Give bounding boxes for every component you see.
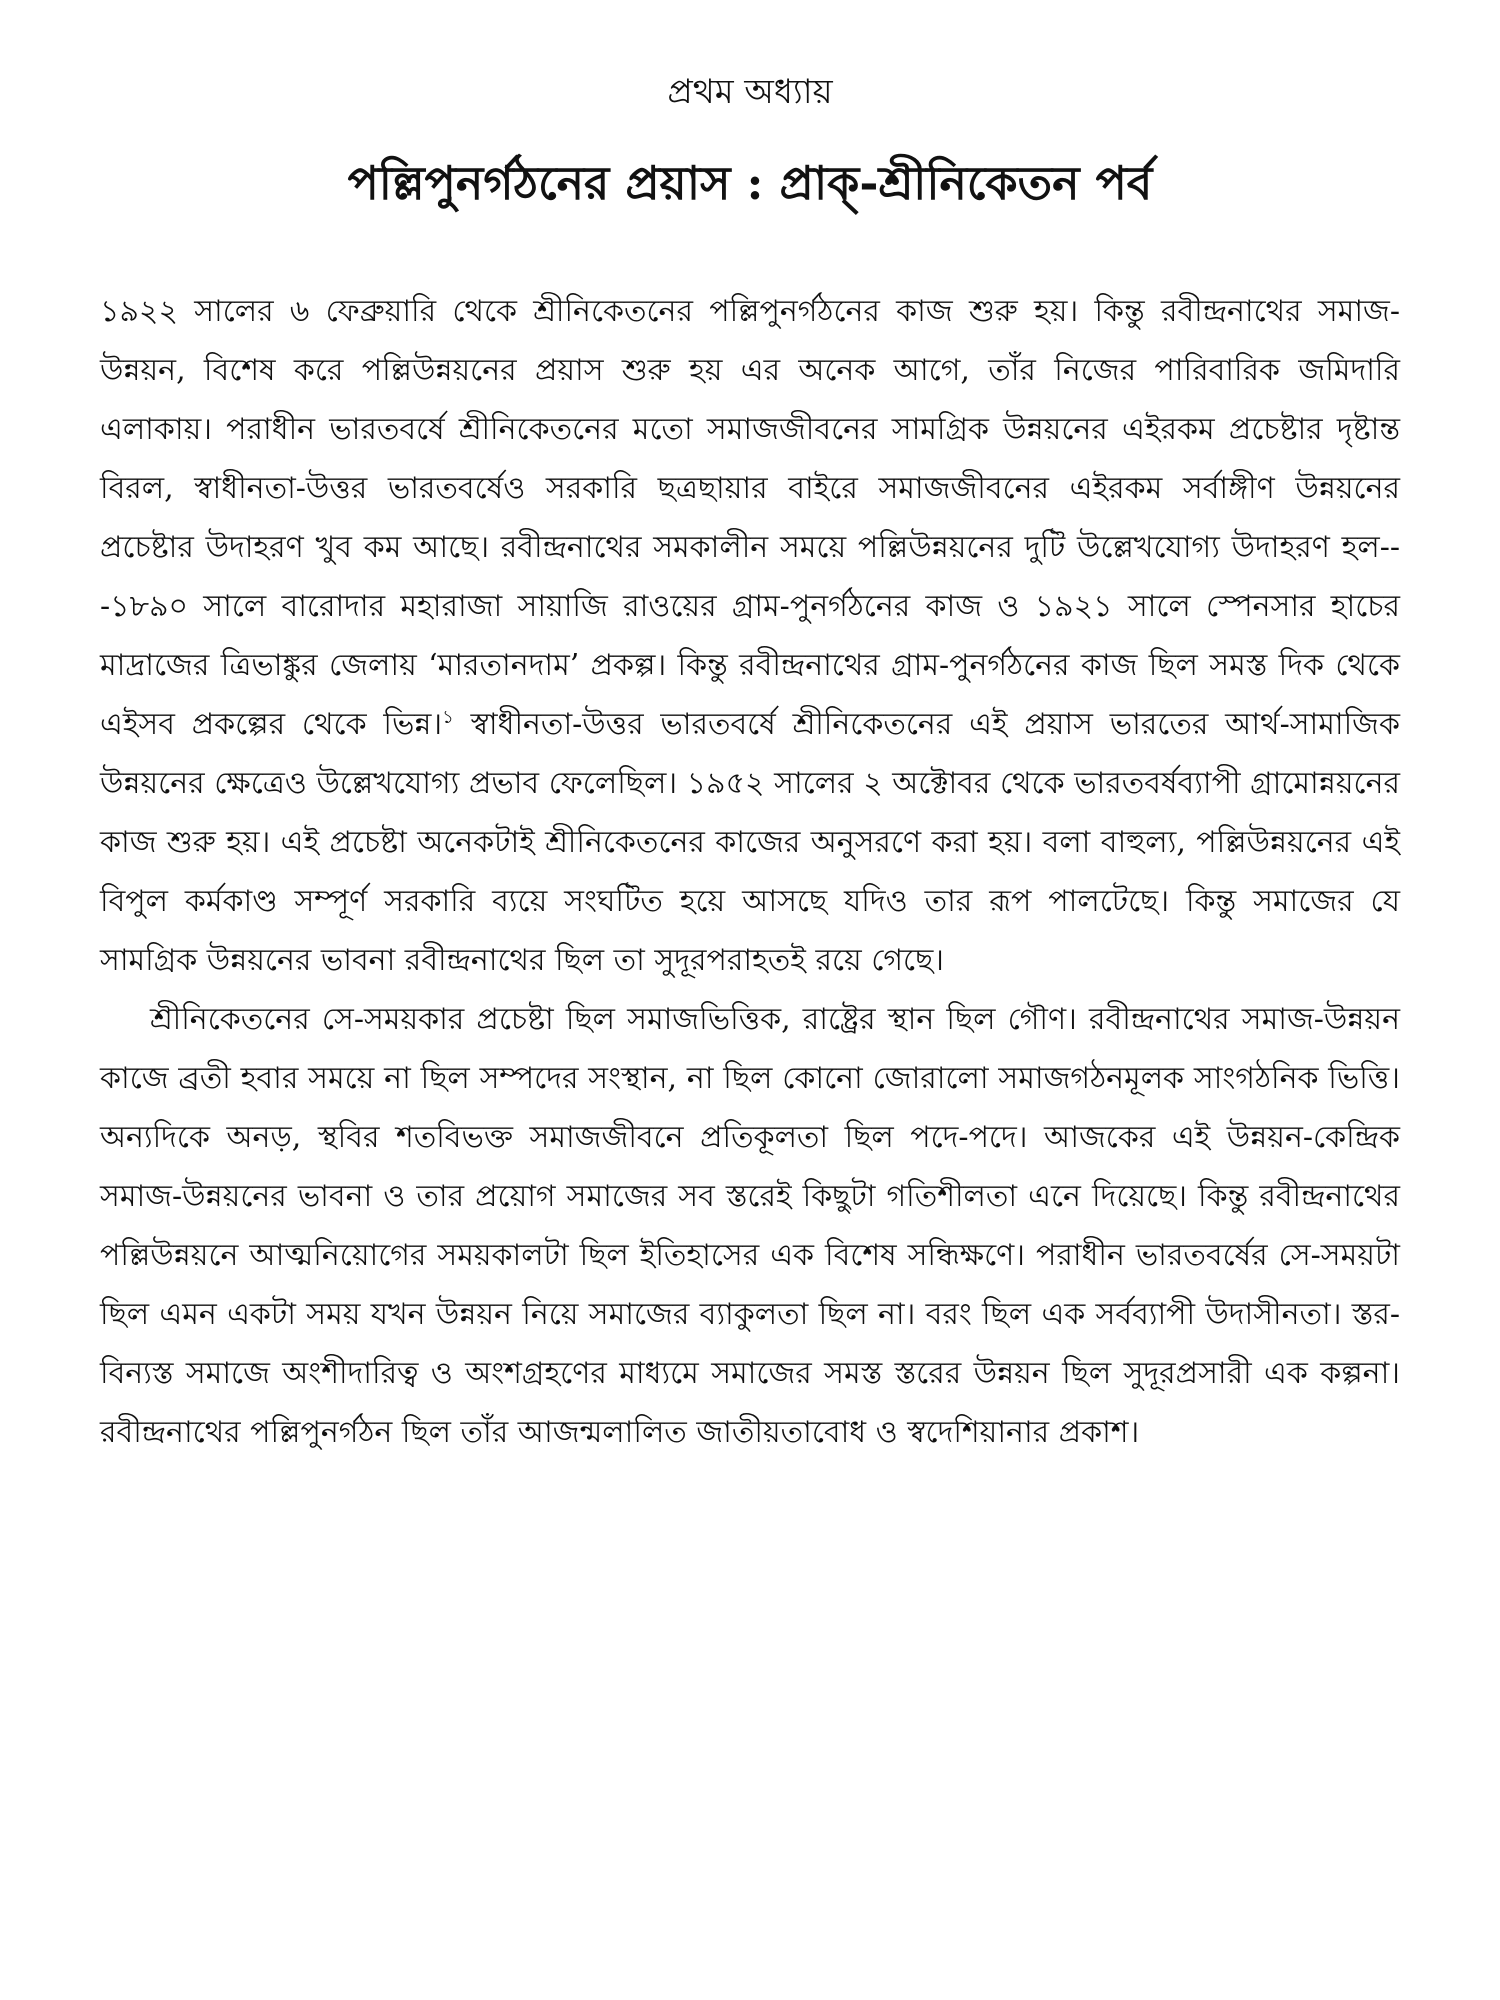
chapter-label: প্রথম অধ্যায় [667,72,833,112]
paragraph-1-text-after-footnote: স্বাধীনতা-উত্তর ভারতবর্ষে শ্রীনিকেতনের এই প্রয়াস ভারতের আর্থ-সামাজিক উন্নয়নের ক্ষেত্রেও উল্লেখযোগ্য প্রভাব ফেলেছিল। ১৯৫২ সালের ২ অক্টোবর থেকে ভারতবর্ষব্যাপী গ্রামোন্নয়নের কাজ শুরু হয়। এই প্রচেষ্টা অনেকটাই শ্রীনিকেতনের কাজের অনুসরণে করা হয়। বলা বাহুল্য, পল্লিউন্নয়নের এই বিপুল কর্মকাণ্ড সম্পূর্ণ সরকারি ব্যয়ে সংঘটিত হয়ে আসছে যদিও তার রূপ পালটেছে। কিন্তু সমাজের যে সামগ্রিক উন্নয়নের ভাবনা রবীন্দ্রনাথের ছিল তা সুদূরপরাহতই রয়ে গেছে। [100,707,1401,978]
chapter-title: পল্লিপুনর্গঠনের প্রয়াস : প্রাক্-শ্রীনিকেতন পর্ব [347,156,1153,210]
paragraph-1-text-before-footnote: ১৯২২ সালের ৬ ফেব্রুয়ারি থেকে শ্রীনিকেতনের পল্লিপুনর্গঠনের কাজ শুরু হয়। কিন্তু রবীন্দ্রনাথের সমাজ-উন্নয়ন, বিশেষ করে পল্লিউন্নয়নের প্রয়াস শুরু হয় এর অনেক আগে, তাঁর নিজের পারিবারিক জমিদারি এলাকায়। পরাধীন ভারতবর্ষে শ্রীনিকেতনের মতো সমাজজীবনের সামগ্রিক উন্নয়নের এইরকম প্রচেষ্টার দৃষ্টান্ত বিরল, স্বাধীনতা-উত্তর ভারতবর্ষেও সরকারি ছত্রছায়ার বাইরে সমাজজীবনের এইরকম সর্বাঙ্গীণ উন্নয়নের প্রচেষ্টার উদাহরণ খুব কম আছে। রবীন্দ্রনাথের সমকালীন সময়ে পল্লিউন্নয়নের দুটি উল্লেখযোগ্য উদাহরণ হল---১৮৯০ সালে বারোদার মহারাজা সায়াজি রাওয়ের গ্রাম-পুনর্গঠনের কাজ ও ১৯২১ সালে স্পেনসার হাচের মাদ্রাজের ত্রিভাঙ্কুর জেলায় ‘মারতানদাম’ প্রকল্প। কিন্তু রবীন্দ্রনাথের গ্রাম-পুনর্গঠনের কাজ ছিল সমস্ত দিক থেকে এইসব প্রকল্পের থেকে ভিন্ন। [100,294,1400,742]
footnote-reference: ১ [442,707,454,728]
paragraph-2: শ্রীনিকেতনের সে-সময়কার প্রচেষ্টা ছিল সমাজভিত্তিক, রাষ্ট্রের স্থান ছিল গৌণ। রবীন্দ্রনাথের সমাজ-উন্নয়ন কাজে ব্রতী হবার সময়ে না ছিল সম্পদের সংস্থান, না ছিল কোনো জোরালো সমাজগঠনমূলক সাংগঠনিক ভিত্তি। অন্যদিকে অনড়, স্থবির শতবিভক্ত সমাজজীবনে প্রতিকূলতা ছিল পদে-পদে। আজকের এই উন্নয়ন-কেন্দ্রিক সমাজ-উন্নয়নের ভাবনা ও তার প্রয়োগ সমাজের সব স্তরেই কিছুটা গতিশীলতা এনে দিয়েছে। কিন্তু রবীন্দ্রনাথের পল্লিউন্নয়নে আত্মনিয়োগের সময়কালটা ছিল ইতিহাসের এক বিশেষ সন্ধিক্ষণে। পরাধীন ভারতবর্ষের সে-সময়টা ছিল এমন একটা সময় যখন উন্নয়ন নিয়ে সমাজের ব্যাকুলতা ছিল না। বরং ছিল এক সর্বব্যাপী উদাসীনতা। স্তর-বিন্যস্ত সমাজে অংশীদারিত্ব ও অংশগ্রহণের মাধ্যমে সমাজের সমস্ত স্তরের উন্নয়ন ছিল সুদূরপ্রসারী এক কল্পনা। রবীন্দ্রনাথের পল্লিপুনর্গঠন ছিল তাঁর আজন্মলালিত জাতীয়তাবোধ ও স্বদেশিয়ানার প্রকাশ। [100,1002,1400,1450]
paragraph-1 [100,282,1400,990]
